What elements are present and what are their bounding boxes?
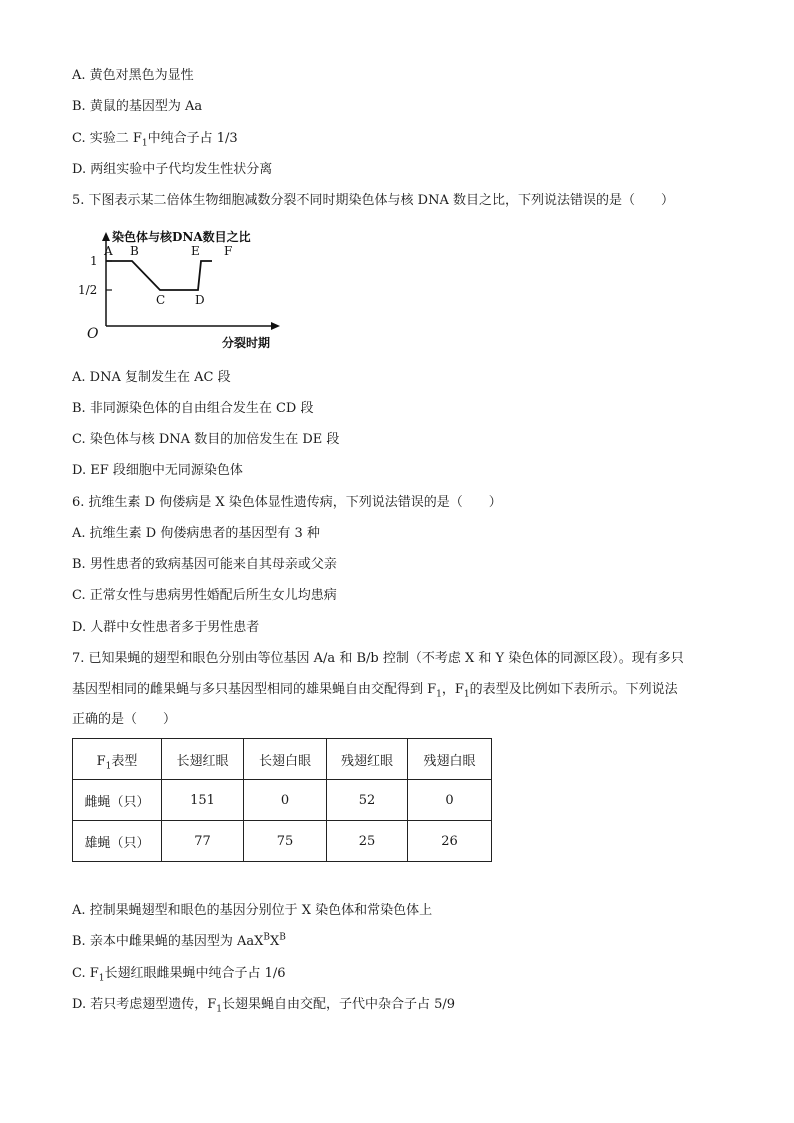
q7-option-b: B. 亲本中雌果蝇的基因型为 $AaX^BX^B$ bbox=[72, 932, 286, 949]
q6-stem: 6. 抗维生素 D 佝偻病是 X 染色体显性遗传病，下列说法错误的是（ ） bbox=[72, 495, 502, 510]
point-label-d: D bbox=[195, 293, 205, 307]
table-cell: 75 bbox=[244, 821, 327, 862]
q4-option-c: C. 实验二 $F_1$中纯合子占 1/3 bbox=[72, 131, 238, 149]
q6-option-b: B. 男性患者的致病基因可能来自其母亲或父亲 bbox=[72, 557, 337, 572]
table-cell: 0 bbox=[244, 780, 327, 821]
table-cell: 25 bbox=[327, 821, 408, 862]
table-row bbox=[73, 821, 492, 862]
y-tick-label-1: 1 bbox=[90, 254, 98, 268]
table-header-cell: 残翅红眼 bbox=[327, 739, 408, 780]
ratio-line-chart bbox=[72, 226, 292, 354]
q5-option-a: A. DNA 复制发生在 AC 段 bbox=[72, 370, 231, 385]
q7-option-a: A. 控制果蝇翅型和眼色的基因分别位于 X 染色体和常染色体上 bbox=[72, 903, 433, 918]
table-cell: 0 bbox=[408, 780, 492, 821]
q6-option-c: C. 正常女性与患病男性婚配后所生女儿均患病 bbox=[72, 588, 337, 603]
table-header-cell: 长翅红眼 bbox=[162, 739, 244, 780]
q5-stem: 5. 下图表示某二倍体生物细胞减数分裂不同时期染色体与核 DNA 数目之比，下列说法错误的是（ ） bbox=[72, 193, 674, 208]
point-label-b: B bbox=[130, 244, 139, 258]
point-label-c: C bbox=[156, 293, 166, 307]
x-axis-label: 分裂时期 bbox=[222, 336, 271, 350]
table-cell: 151 bbox=[162, 780, 244, 821]
y-tick-label-half: 1/2 bbox=[78, 283, 98, 297]
table-cell: 77 bbox=[162, 821, 244, 862]
q7-stem-line-2: 基因型相同的雌果蝇与多只基因型相同的雄果蝇自由交配得到 $F_1$，$F_1$的表型及比例如下表所示。下列说法 bbox=[72, 682, 678, 700]
row-label: 雌蝇（只） bbox=[73, 780, 162, 821]
q7-stem-line-3: 正确的是（ ） bbox=[72, 712, 177, 727]
q7-option-c: C. $F_1$长翅红眼雌果蝇中纯合子占 1/6 bbox=[72, 966, 286, 984]
ratio-series-line bbox=[106, 261, 212, 290]
q5-option-b: B. 非同源染色体的自由组合发生在 CD 段 bbox=[72, 401, 314, 416]
q5-option-c: C. 染色体与核 DNA 数目的加倍发生在 DE 段 bbox=[72, 432, 340, 447]
point-label-f: F bbox=[224, 244, 233, 258]
y-axis-label: 染色体与核DNA数目之比 bbox=[112, 230, 251, 244]
point-label-e: E bbox=[191, 244, 200, 258]
q5-option-d: D. EF 段细胞中无同源染色体 bbox=[72, 463, 243, 478]
table-header-cell: $F_1$表型 bbox=[73, 739, 162, 780]
origin-label: O bbox=[87, 326, 99, 342]
y-axis-arrow bbox=[102, 232, 110, 241]
q4-option-b: B. 黄鼠的基因型为 Aa bbox=[72, 99, 203, 114]
f1-phenotype-table bbox=[72, 738, 492, 862]
point-label-a: A bbox=[104, 244, 113, 258]
row-label: 雄蝇（只） bbox=[73, 821, 162, 862]
table-cell: 26 bbox=[408, 821, 492, 862]
q6-option-a: A. 抗维生素 D 佝偻病患者的基因型有 3 种 bbox=[72, 526, 320, 541]
q6-option-d: D. 人群中女性患者多于男性患者 bbox=[72, 620, 260, 635]
table-row bbox=[73, 780, 492, 821]
x-axis-arrow bbox=[271, 322, 280, 330]
q7-stem-line-1: 7. 已知果蝇的翅型和眼色分别由等位基因 A/a 和 B/b 控制（不考虑 X 和 Y 染色体的同源区段）。现有多只 bbox=[72, 651, 684, 666]
q4-option-d: D. 两组实验中子代均发生性状分离 bbox=[72, 162, 273, 177]
table-header-cell: 长翅白眼 bbox=[244, 739, 327, 780]
q4-option-a: A. 黄色对黑色为显性 bbox=[72, 68, 194, 83]
q7-option-d: D. 若只考虑翅型遗传，$F_1$长翅果蝇自由交配，子代中杂合子占 5/9 bbox=[72, 997, 456, 1015]
table-header-cell: 残翅白眼 bbox=[408, 739, 492, 780]
table-header-row bbox=[73, 739, 492, 780]
table-cell: 52 bbox=[327, 780, 408, 821]
